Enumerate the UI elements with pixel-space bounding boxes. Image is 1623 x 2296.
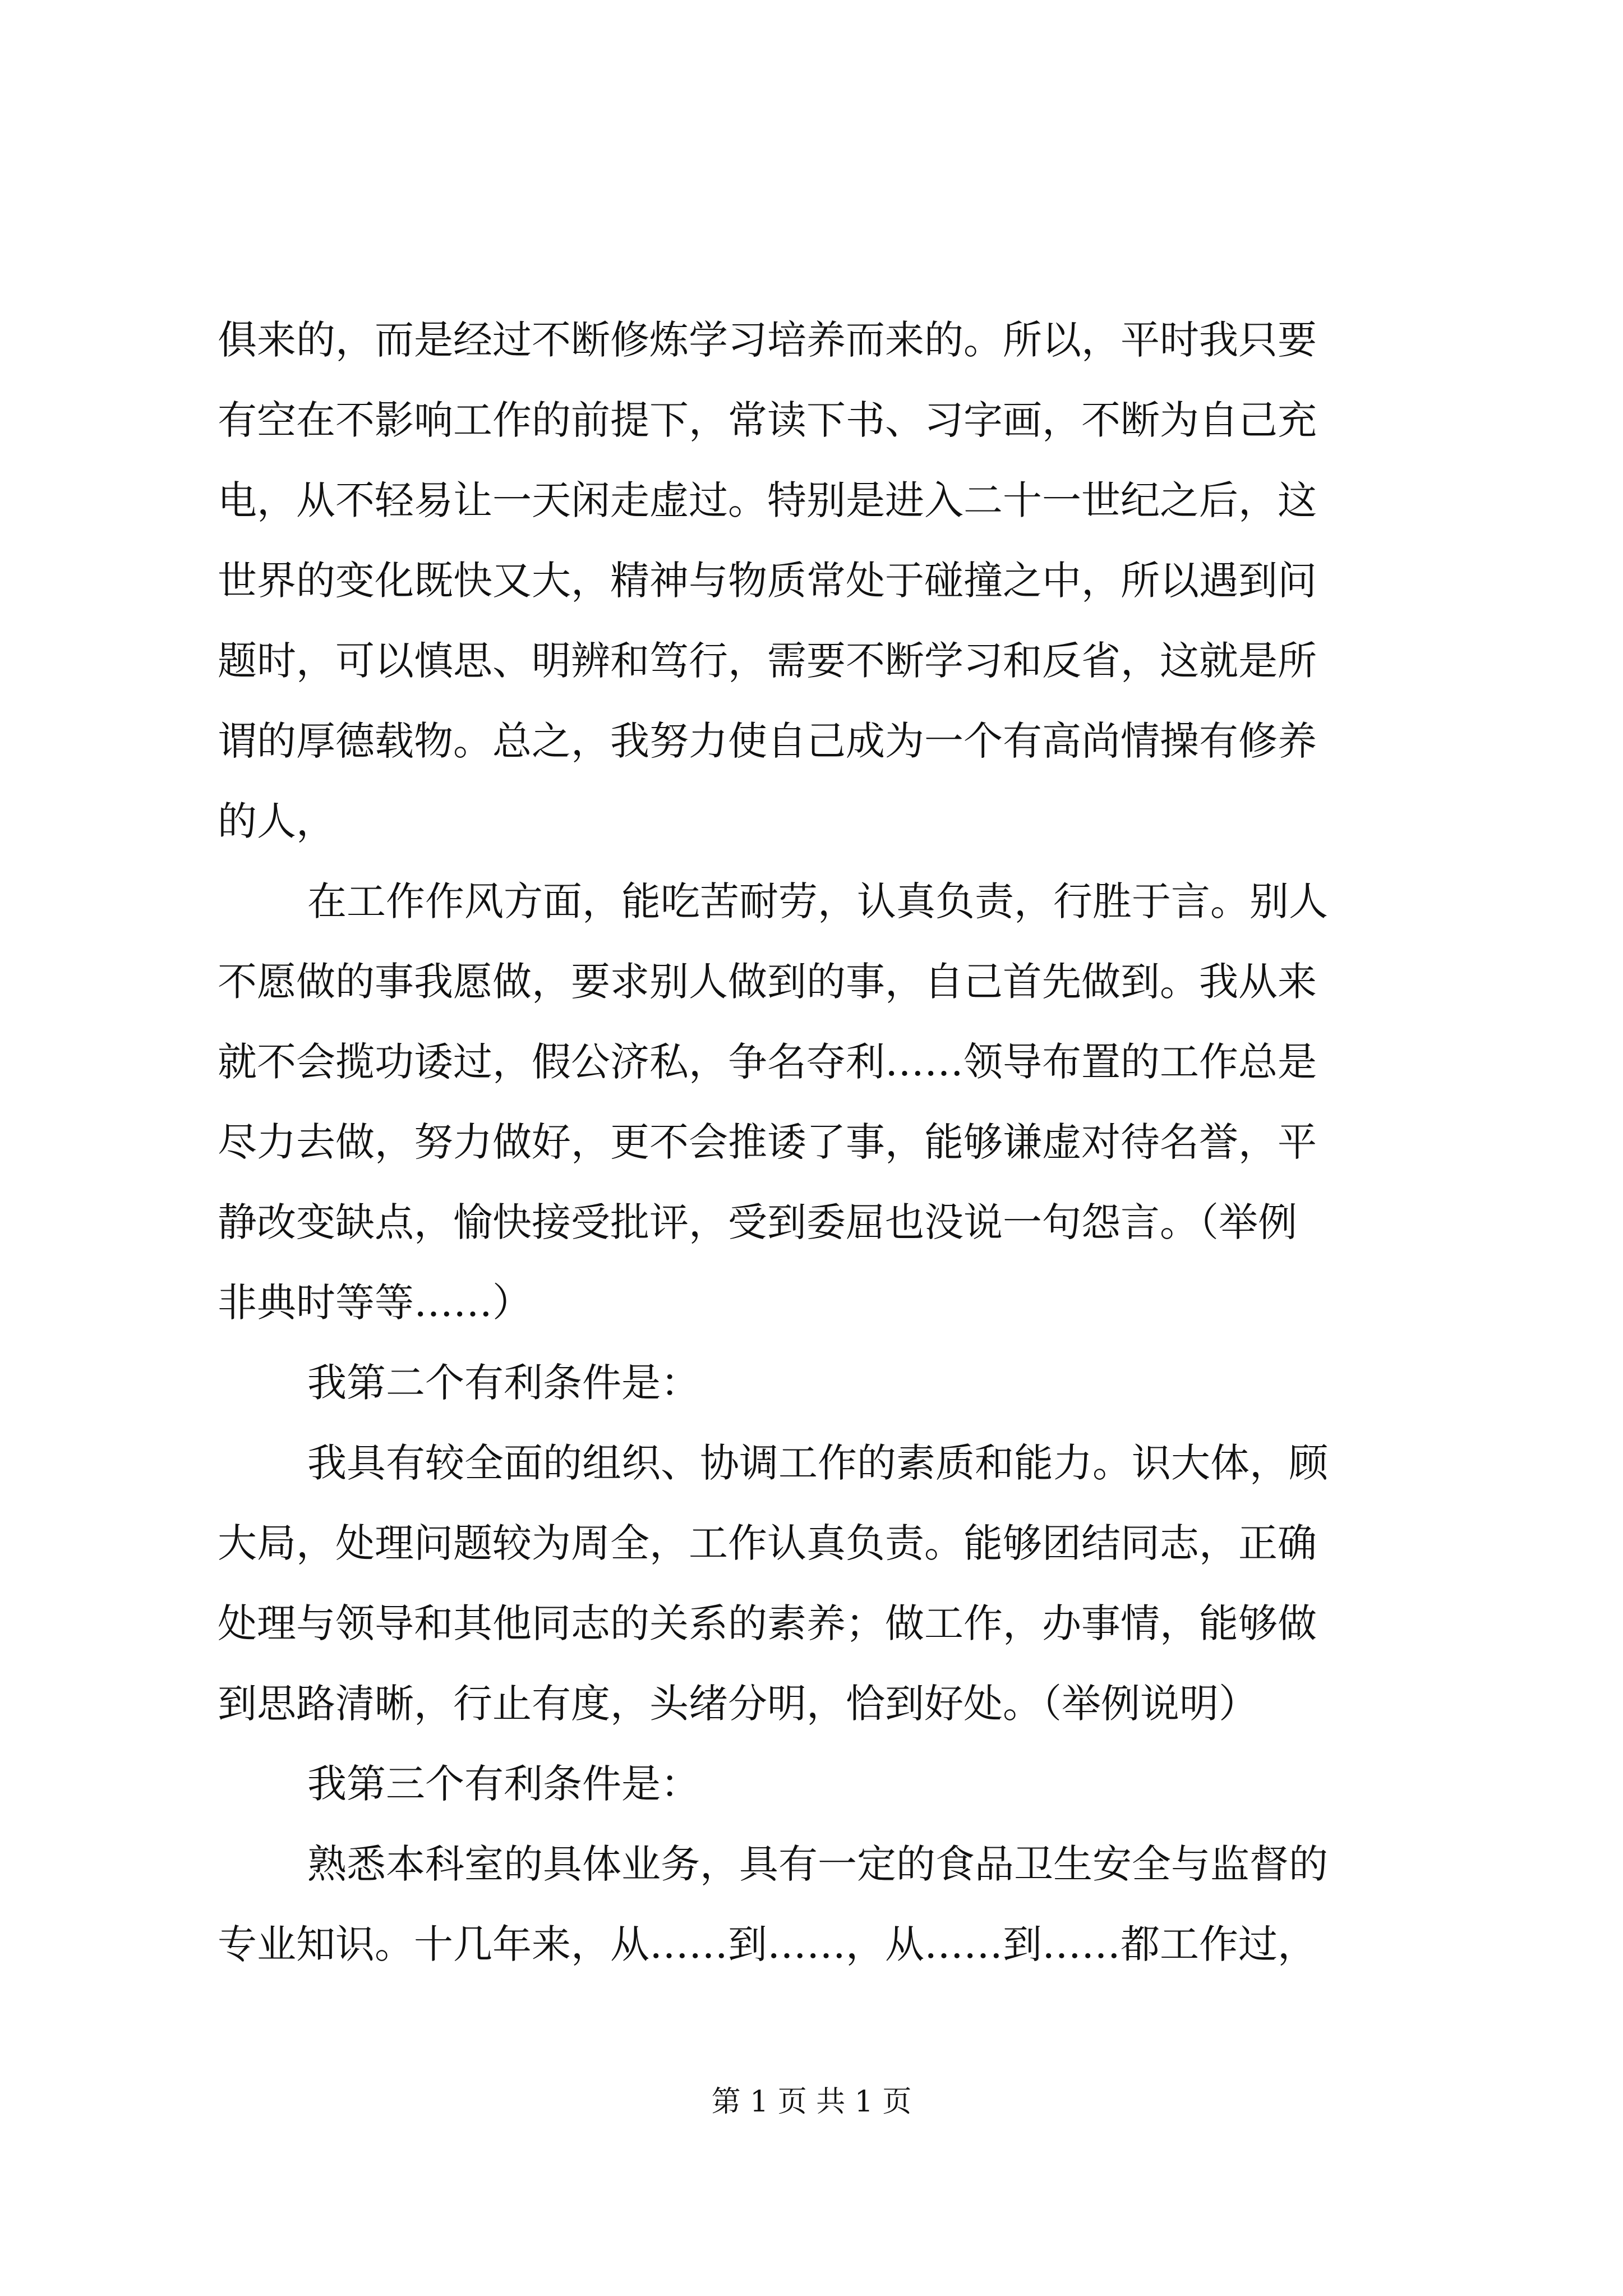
body-text [218, 300, 1426, 1985]
text-line: 非典时等等……） [218, 1280, 532, 1326]
text-line: 到思路清晰，行止有度，头绪分明，恰到好处。（举例说明） [218, 1681, 1258, 1727]
text-line: 的人， [218, 798, 335, 844]
paragraph-start-line: 熟悉本科室的具体业务，具有一定的食品卫生安全与监督的 [307, 1841, 1328, 1887]
text-line: 大局，处理问题较为周全，工作认真负责。能够团结同志，正确 [218, 1520, 1317, 1566]
page-footer [0, 2082, 1623, 2122]
text-line: 俱来的，而是经过不断修炼学习培养而来的。所以，平时我只要 [218, 317, 1317, 363]
paragraph-start-line: 我具有较全面的组织、协调工作的素质和能力。识大体，顾 [307, 1440, 1328, 1486]
page-number-label: 第 1 页 共 1 页 [711, 2085, 912, 2119]
text-line: 有空在不影响工作的前提下，常读下书、习字画，不断为自己充 [218, 397, 1317, 443]
text-line: 电，从不轻易让一天闲走虚过。特别是进入二十一世纪之后，这 [218, 477, 1317, 523]
text-line: 不愿做的事我愿做，要求别人做到的事，自己首先做到。我从来 [218, 959, 1317, 1005]
text-line: 就不会揽功诿过，假公济私，争名夺利……领导布置的工作总是 [218, 1039, 1317, 1085]
text-line: 题时，可以慎思、明辨和笃行，需要不断学习和反省，这就是所 [218, 638, 1317, 684]
text-line: 世界的变化既快又大，精神与物质常处于碰撞之中，所以遇到问 [218, 558, 1317, 604]
section-heading-line: 我第二个有利条件是： [307, 1360, 700, 1406]
text-line: 静改变缺点，愉快接受批评，受到委屈也没说一句怨言。（举例 [218, 1199, 1297, 1245]
text-line: 尽力去做，努力做好，更不会推诿了事，能够谦虚对待名誉，平 [218, 1119, 1317, 1165]
text-line: 谓的厚德载物。总之，我努力使自己成为一个有高尚情操有修养 [218, 718, 1317, 764]
text-line: 处理与领导和其他同志的关系的素养；做工作，办事情，能够做 [218, 1600, 1317, 1646]
section-heading-line: 我第三个有利条件是： [307, 1761, 700, 1807]
paragraph-start-line: 在工作作风方面，能吃苦耐劳，认真负责，行胜于言。别人 [307, 878, 1328, 924]
text-line: 专业知识。十几年来，从……到……，从……到……都工作过， [218, 1921, 1317, 1967]
